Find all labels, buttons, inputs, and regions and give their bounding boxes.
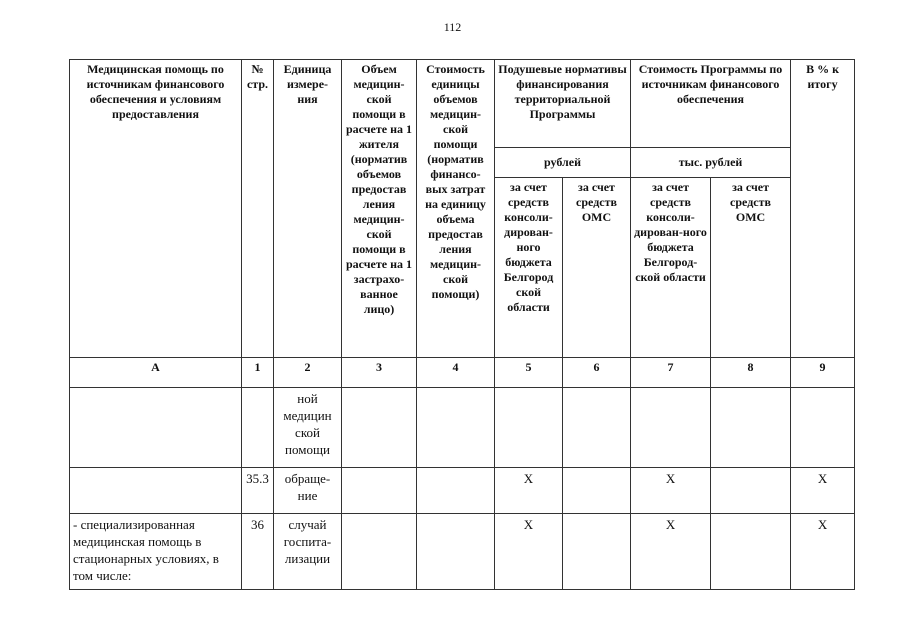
cell-5	[495, 388, 563, 468]
cell-7: X	[631, 514, 711, 590]
cell-5: X	[495, 514, 563, 590]
header-col-9: В % к итогу	[791, 60, 855, 358]
cell-num: 36	[242, 514, 274, 590]
header-col-1: № стр.	[242, 60, 274, 358]
cell-8	[711, 388, 791, 468]
column-number: 7	[631, 358, 711, 388]
header-unit-rubles: рублей	[495, 148, 631, 178]
cell-8	[711, 514, 791, 590]
cell-5: X	[495, 468, 563, 514]
table-row	[70, 388, 855, 468]
cell-unit: обраще-ние	[274, 468, 342, 514]
table-row	[70, 468, 855, 514]
cell-4	[417, 514, 495, 590]
header-program-cost: Стоимость Программы по источникам финансового обеспечения	[631, 60, 791, 148]
cell-3	[342, 468, 417, 514]
column-number: 3	[342, 358, 417, 388]
cell-6	[563, 468, 631, 514]
column-number: 9	[791, 358, 855, 388]
column-number: 1	[242, 358, 274, 388]
column-number: 6	[563, 358, 631, 388]
header-col-8: за счет средств ОМС	[711, 178, 791, 358]
cell-unit: ной медицин ской помощи	[274, 388, 342, 468]
cell-9: X	[791, 468, 855, 514]
cell-3	[342, 388, 417, 468]
cell-4	[417, 468, 495, 514]
cell-a	[70, 468, 242, 514]
header-per-capita: Подушевые нормативы финансирования территориальной Программы	[495, 60, 631, 148]
header-row-1	[70, 60, 855, 148]
program-cost-table	[69, 59, 855, 590]
header-col-5: за счет средств консоли-дирован-ного бюджета Белгород ской области	[495, 178, 563, 358]
cell-9	[791, 388, 855, 468]
header-col-4: Стоимость единицы объемов медицин-ской помощи (норматив финансо-вых затрат на единицу объема предостав ления медицин-ской помощи)	[417, 60, 495, 358]
cell-6	[563, 514, 631, 590]
cell-unit: случай госпита-лизации	[274, 514, 342, 590]
header-col-7: за счет средств консоли-дирован-ного бюджета Белгород-ской области	[631, 178, 711, 358]
column-numbering-row	[70, 358, 855, 388]
cell-a	[70, 388, 242, 468]
header-unit-thousand-rubles: тыс. рублей	[631, 148, 791, 178]
cell-3	[342, 514, 417, 590]
column-number: 2	[274, 358, 342, 388]
column-number: 5	[495, 358, 563, 388]
cell-num: 35.3	[242, 468, 274, 514]
column-number: А	[70, 358, 242, 388]
page-number: 112	[443, 20, 462, 34]
table-row	[70, 514, 855, 590]
cell-7	[631, 388, 711, 468]
header-col-a: Медицинская помощь по источникам финансового обеспечения и условиям предоставления	[70, 60, 242, 358]
header-col-3: Объем медицин-ской помощи в расчете на 1 жителя (норматив объемов предостав ления медицин-ской помощи в расчете на 1 застрахо-ванное лицо)	[342, 60, 417, 358]
cell-a: - специализированная медицинская помощь в стационарных условиях, в том числе:	[70, 514, 242, 590]
cell-8	[711, 468, 791, 514]
column-number: 8	[711, 358, 791, 388]
header-col-2: Единица измере-ния	[274, 60, 342, 358]
cell-7: X	[631, 468, 711, 514]
cell-9: X	[791, 514, 855, 590]
cell-num	[242, 388, 274, 468]
column-number: 4	[417, 358, 495, 388]
cell-6	[563, 388, 631, 468]
header-col-6: за счет средств ОМС	[563, 178, 631, 358]
cell-4	[417, 388, 495, 468]
